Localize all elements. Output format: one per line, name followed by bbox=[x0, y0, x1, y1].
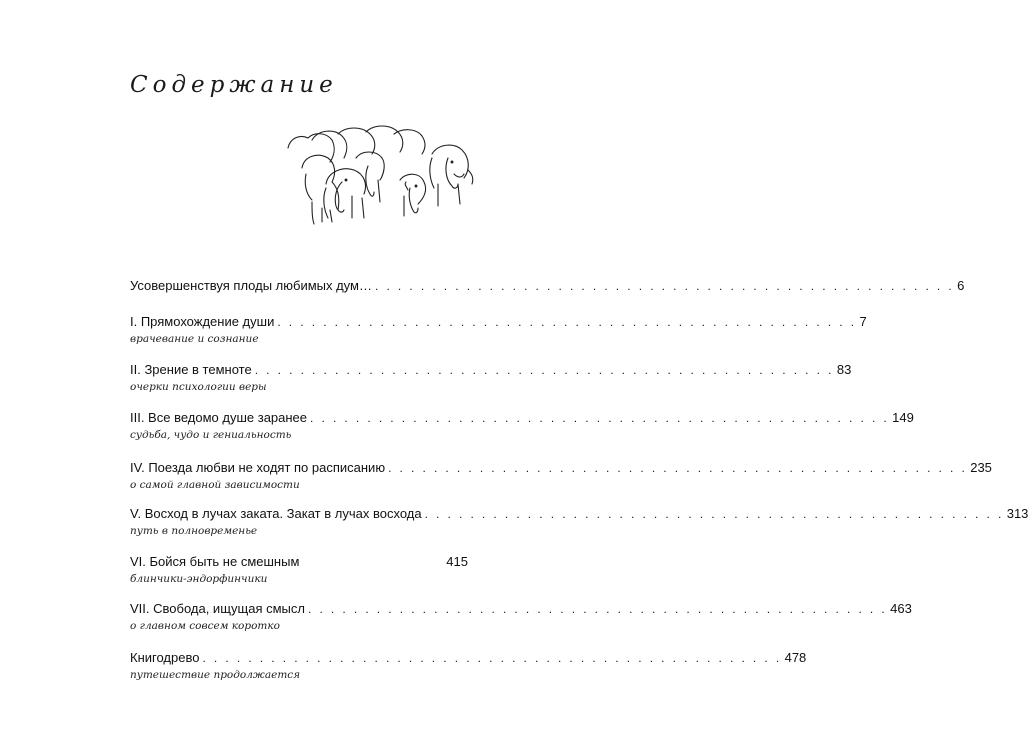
toc-entry-page-number: 7 bbox=[859, 314, 867, 329]
toc-entry-title: I. Прямохождение души bbox=[130, 314, 275, 329]
page-title: Содержание bbox=[130, 72, 338, 98]
toc-entry[interactable] bbox=[130, 554, 468, 586]
toc-entry-page-number: 6 bbox=[957, 278, 965, 293]
toc-entry-subtitle: о главном совсем коротко bbox=[130, 620, 280, 632]
dot-leader: . . . . . . . . . . . . . . . . . . . . . . . . . . . . . . . . . . . . . . . . . . . . . . . . . . . bbox=[277, 315, 857, 329]
toc-entry-page-number: 149 bbox=[892, 410, 914, 425]
toc-entry-subtitle: путешествие продолжается bbox=[130, 669, 301, 681]
dot-leader: . . . . . . . . . . . . . . . . . . . . . . . . . . . . . . . . . . . . . . . . . . . . . . . . . . . bbox=[424, 507, 1004, 521]
toc-entry-subtitle: о самой главной зависимости bbox=[130, 479, 300, 491]
toc-entry-page-number: 235 bbox=[970, 460, 992, 475]
dot-leader: . . . . . . . . . . . . . . . . . . . . . . . . . . . . . . . . . . . . . . . . . . . . . . . . . . . bbox=[374, 279, 955, 293]
toc-entry[interactable] bbox=[130, 362, 852, 394]
toc-entry-subtitle: путь в полновременье bbox=[130, 525, 258, 537]
toc-entry-title: V. Восход в лучах заката. Закат в лучах восхода bbox=[130, 506, 422, 521]
toc-entry-page-number: 415 bbox=[446, 554, 468, 569]
elephant-herd-sketch-icon bbox=[282, 118, 482, 233]
toc-entry-title: VII. Свобода, ищущая смысл bbox=[130, 601, 305, 616]
toc-entry-subtitle: блинчики-эндорфинчики bbox=[130, 573, 268, 585]
toc-entry-subtitle: врачевание и сознание bbox=[130, 333, 259, 345]
dot-leader: . . . . . . . . . . . . . . . . . . . . . . . . . . . . . . . . . . . . . . . . . . . . . . . . . . . bbox=[254, 363, 834, 377]
toc-entry-subtitle: судьба, чудо и гениальность bbox=[130, 429, 292, 441]
toc-entry-subtitle: очерки психологии веры bbox=[130, 381, 267, 393]
dot-leader: . . . . . . . . . . . . . . . . . . . . . . . . . . . . . . . . . . . . . . . . . . . . . . . . . . . bbox=[307, 602, 888, 616]
toc-entry-title: IV. Поезда любви не ходят по расписанию bbox=[130, 460, 386, 475]
toc-entry[interactable] bbox=[130, 650, 807, 682]
toc-entry[interactable] bbox=[130, 601, 912, 633]
toc-entry[interactable] bbox=[130, 278, 965, 294]
toc-entry-title: VI. Бойся быть не смешным bbox=[130, 554, 300, 569]
toc-entry[interactable] bbox=[130, 506, 1028, 538]
toc-entry[interactable] bbox=[130, 460, 992, 492]
toc-entry-page-number: 313 bbox=[1006, 506, 1028, 521]
toc-entry-title: II. Зрение в темноте bbox=[130, 362, 252, 377]
toc-entry-page-number: 478 bbox=[784, 650, 807, 665]
toc-entry-page-number: 83 bbox=[836, 362, 852, 377]
toc-entry-title: III. Все ведомо душе заранее bbox=[130, 410, 308, 425]
dot-leader: . . . . . . . . . . . . . . . . . . . . . . . . . . . . . . . . . . . . . . . . . . . . . . . . . . . bbox=[202, 651, 782, 665]
dot-leader: . . . . . . . . . . . . . . . . . . . . . . . . . . . . . . . . . . . . . . . . . . . . . . . . . . . bbox=[310, 411, 890, 425]
toc-entry-title: Усовершенствуя плоды любимых дум… bbox=[130, 278, 372, 293]
toc-entry[interactable] bbox=[130, 314, 867, 346]
toc-entry-page-number: 463 bbox=[890, 601, 912, 616]
toc-entry-title: Книгодрево bbox=[130, 650, 200, 665]
dot-leader bbox=[302, 554, 443, 570]
toc-entry[interactable] bbox=[130, 410, 914, 442]
dot-leader: . . . . . . . . . . . . . . . . . . . . . . . . . . . . . . . . . . . . . . . . . . . . . . . . . . . bbox=[388, 461, 968, 475]
